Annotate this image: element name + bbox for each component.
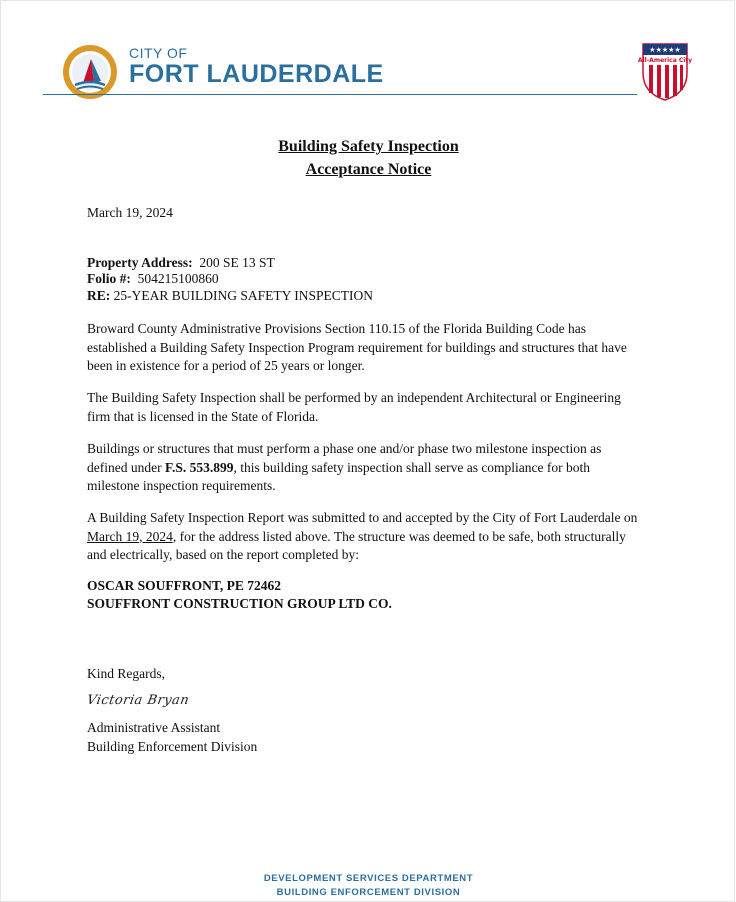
- logo-name-text: FORT LAUDERDALE: [129, 60, 384, 88]
- body-paragraph-4: [87, 509, 643, 565]
- p3-text-start: Buildings or structures that must perform a phase one and/or phase two milestone inspection as defined under: [87, 441, 602, 475]
- footer-division: BUILDING ENFORCEMENT DIVISION: [276, 887, 461, 898]
- svg-text:★★★★★: ★★★★★: [649, 46, 681, 54]
- signature: Victoria Bryan: [85, 693, 191, 708]
- letter-date: March 19, 2024: [87, 205, 173, 220]
- notice-title-line2: Acceptance Notice: [305, 161, 432, 178]
- body-paragraph-2: The Building Safety Inspection shall be performed by an independent Architectural or Engineering firm that is licensed in the State of Florida.: [87, 390, 621, 424]
- folio-line: [87, 270, 643, 289]
- acceptance-date: March 19, 2024,: [87, 528, 177, 544]
- shield-badge-text: All-America City: [637, 57, 693, 64]
- p3-text-end: , this building safety inspection shall serve as compliance for both milestone inspection requirements.: [87, 459, 591, 493]
- logo-city-text: CITY OF: [129, 45, 188, 61]
- re-value: 25-YEAR BUILDING SAFETY INSPECTION: [113, 288, 373, 303]
- footer-department: DEVELOPMENT SERVICES DEPARTMENT: [263, 873, 474, 884]
- folio-label: Folio #:: [87, 271, 131, 286]
- engineer-name: OSCAR SOUFFRONT, PE 72462: [87, 578, 282, 593]
- re-label: RE:: [87, 288, 111, 303]
- notice-title-line1: Building Safety Inspection: [278, 138, 459, 155]
- signer-title: Administrative Assistant: [87, 720, 221, 735]
- engineer-company: SOUFFRONT CONSTRUCTION GROUP LTD CO.: [87, 596, 392, 611]
- city-wordmark: [129, 45, 384, 87]
- folio-value: 504215100860: [137, 271, 219, 286]
- all-america-city-shield-icon: [637, 43, 693, 101]
- city-seal-logo: [61, 43, 119, 101]
- address-value: 200 SE 13 ST: [199, 255, 275, 270]
- p4-text-end: for the address listed above. The structure was deemed to be safe, both structurally and electrically, based on the report completed by:: [87, 528, 626, 562]
- body-paragraph-3: [87, 440, 643, 496]
- statute-reference: F.S. 553.899: [164, 459, 234, 475]
- closing-regards: Kind Regards,: [87, 666, 165, 681]
- p4-text-start: A Building Safety Inspection Report was submitted to and accepted by the City of Fort Lauderdale on: [87, 510, 638, 525]
- signer-division: Building Enforcement Division: [87, 739, 258, 754]
- header-divider: [43, 94, 637, 95]
- re-line: [87, 287, 643, 306]
- body-paragraph-1: Broward County Administrative Provisions Section 110.15 of the Florida Building Code has established a Building Safety Inspection Program requirement for buildings and structures that have been in existence for a period of 25 years or longer.: [87, 321, 627, 373]
- address-label: Property Address:: [87, 255, 193, 270]
